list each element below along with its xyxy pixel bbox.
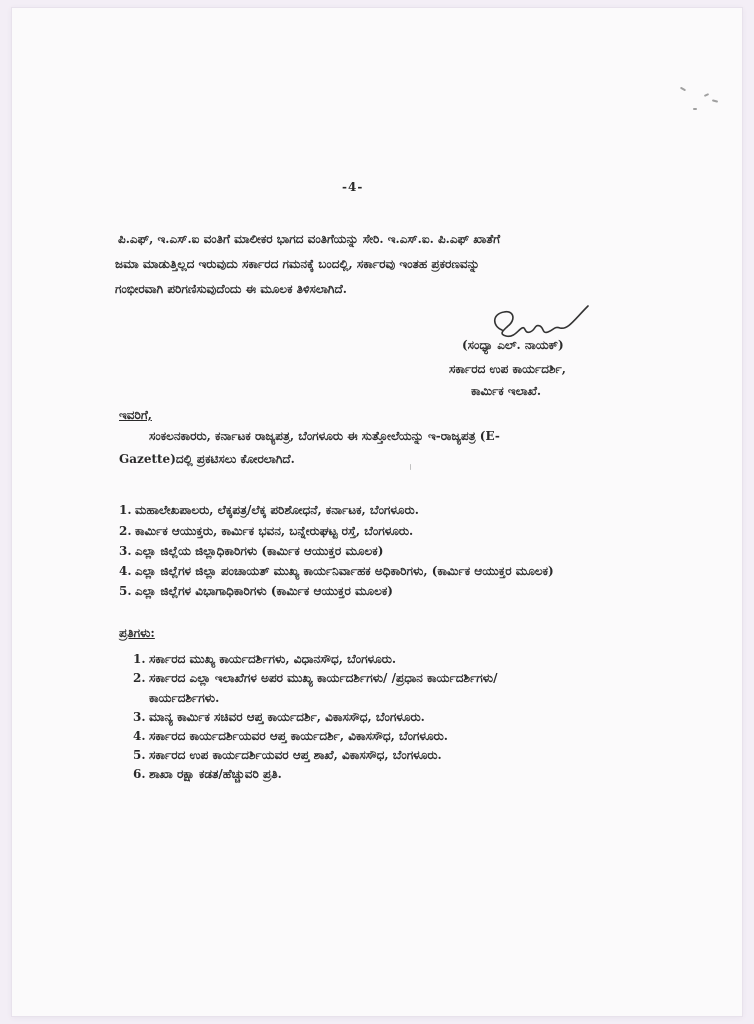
scan-speck (712, 99, 718, 102)
body-paragraph-line-2: ಜಮಾ ಮಾಡುತ್ತಿಲ್ಲದ ಇರುವುದು ಸರ್ಕಾರದ ಗಮನಕ್ಕೆ ಬಂದಲ್ಲಿ, ಸರ್ಕಾರವು ಇಂತಹ ಪ್ರಕರಣವನ್ನು (115, 257, 480, 271)
body-paragraph-line-1: ಪಿ.ಎಫ್, ಇ.ಎಸ್.ಐ ವಂತಿಗೆ ಮಾಲೀಕರ ಭಾಗದ ವಂತಿಗೆಯನ್ನು ಸೇರಿ. ಇ.ಎಸ್.ಐ. ಪಿ.ಎಫ್ ಖಾತೆಗೆ (118, 232, 501, 246)
recipient-item: 5. ಎಲ್ಲಾ ಜಿಲ್ಲೆಗಳ ವಿಭಾಗಾಧಿಕಾರಿಗಳು (ಕಾರ್ಮಿಕ ಆಯುಕ್ತರ ಮೂಲಕ) (119, 584, 393, 598)
copy-item: 6. ಶಾಖಾ ರಕ್ಷಾ ಕಡತ/ಹೆಚ್ಚುವರಿ ಪ್ರತಿ. (133, 767, 282, 781)
copy-item: 4. ಸರ್ಕಾರದ ಕಾರ್ಯದರ್ಶಿಯವರ ಆಪ್ತ ಕಾರ್ಯದರ್ಶಿ, ವಿಕಾಸಸೌಧ, ಬೆಂಗಳೂರು. (133, 729, 448, 743)
signatory-designation: ಸರ್ಕಾರದ ಉಪ ಕಾರ್ಯದರ್ಶಿ, (449, 362, 566, 376)
scan-speck (704, 93, 709, 97)
recipient-item: 1. ಮಹಾಲೇಖಪಾಲರು, ಲೆಕ್ಕಪತ್ರ/ಲೆಕ್ಕ ಪರಿಶೋಧನೆ, ಕರ್ನಾಟಕ, ಬೆಂಗಳೂರು. (119, 503, 419, 517)
signatory-department: ಕಾರ್ಮಿಕ ಇಲಾಖೆ. (471, 384, 542, 398)
to-line-1: ಸಂಕಲನಕಾರರು, ಕರ್ನಾಟಕ ರಾಜ್ಯಪತ್ರ, ಬೆಂಗಳೂರು ಈ ಸುತ್ತೋಲೆಯನ್ನು ಇ-ರಾಜ್ಯಪತ್ರ (E- (149, 429, 500, 443)
scan-speck (693, 108, 697, 110)
recipient-item: 4. ಎಲ್ಲಾ ಜಿಲ್ಲೆಗಳ ಜಿಲ್ಲಾ ಪಂಚಾಯತ್ ಮುಖ್ಯ ಕಾರ್ಯನಿರ್ವಾಹಕ ಅಧಿಕಾರಿಗಳು, (ಕಾರ್ಮಿಕ ಆಯುಕ್ತರ ಮೂಲಕ) (119, 564, 554, 578)
copy-item: 3. ಮಾನ್ಯ ಕಾರ್ಮಿಕ ಸಚಿವರ ಆಪ್ತ ಕಾರ್ಯದರ್ಶಿ, ವಿಕಾಸಸೌಧ, ಬೆಂಗಳೂರು. (133, 710, 425, 724)
signatory-name: (ಸಂಧ್ಯಾ ಎಲ್. ನಾಯಕ್) (462, 338, 564, 352)
recipient-item: 3. ಎಲ್ಲಾ ಜಿಲ್ಲೆಯ ಜಿಲ್ಲಾಧಿಕಾರಿಗಳು (ಕಾರ್ಮಿಕ ಆಯುಕ್ತರ ಮೂಲಕ) (119, 544, 384, 558)
body-paragraph-line-3: ಗಂಭೀರವಾಗಿ ಪರಿಗಣಿಸುವುದೆಂದು ಈ ಮೂಲಕ ತಿಳಿಸಲಾಗಿದೆ. (115, 282, 347, 296)
copy-item: 2. ಸರ್ಕಾರದ ಎಲ್ಲಾ ಇಲಾಖೆಗಳ ಅಪರ ಮುಖ್ಯ ಕಾರ್ಯದರ್ಶಿಗಳು/ /ಪ್ರಧಾನ ಕಾರ್ಯದರ್ಶಿಗಳು/ (133, 671, 498, 685)
to-heading: ಇವರಿಗೆ, (119, 408, 152, 422)
page-number: -4- (342, 180, 364, 194)
recipient-item: 2. ಕಾರ್ಮಿಕ ಆಯುಕ್ತರು, ಕಾರ್ಮಿಕ ಭವನ, ಬನ್ನೇರುಘಟ್ಟ ರಸ್ತೆ, ಬೆಂಗಳೂರು. (119, 524, 414, 538)
document-page (12, 8, 742, 1016)
copies-heading: ಪ್ರತಿಗಳು: (119, 626, 155, 640)
scan-speck (410, 464, 411, 470)
copy-item: 1. ಸರ್ಕಾರದ ಮುಖ್ಯ ಕಾರ್ಯದರ್ಶಿಗಳು, ವಿಧಾನಸೌಧ, ಬೆಂಗಳೂರು. (133, 652, 397, 666)
scan-speck (680, 87, 686, 92)
to-line-2: Gazette)ದಲ್ಲಿ ಪ್ರಕಟಿಸಲು ಕೋರಲಾಗಿದೆ. (119, 452, 295, 466)
copy-item: 5. ಸರ್ಕಾರದ ಉಪ ಕಾರ್ಯದರ್ಶಿಯವರ ಆಪ್ತ ಶಾಖೆ, ವಿಕಾಸಸೌಧ, ಬೆಂಗಳೂರು. (133, 748, 442, 762)
copy-item-continuation: ಕಾರ್ಯದರ್ಶಿಗಳು. (149, 691, 220, 705)
